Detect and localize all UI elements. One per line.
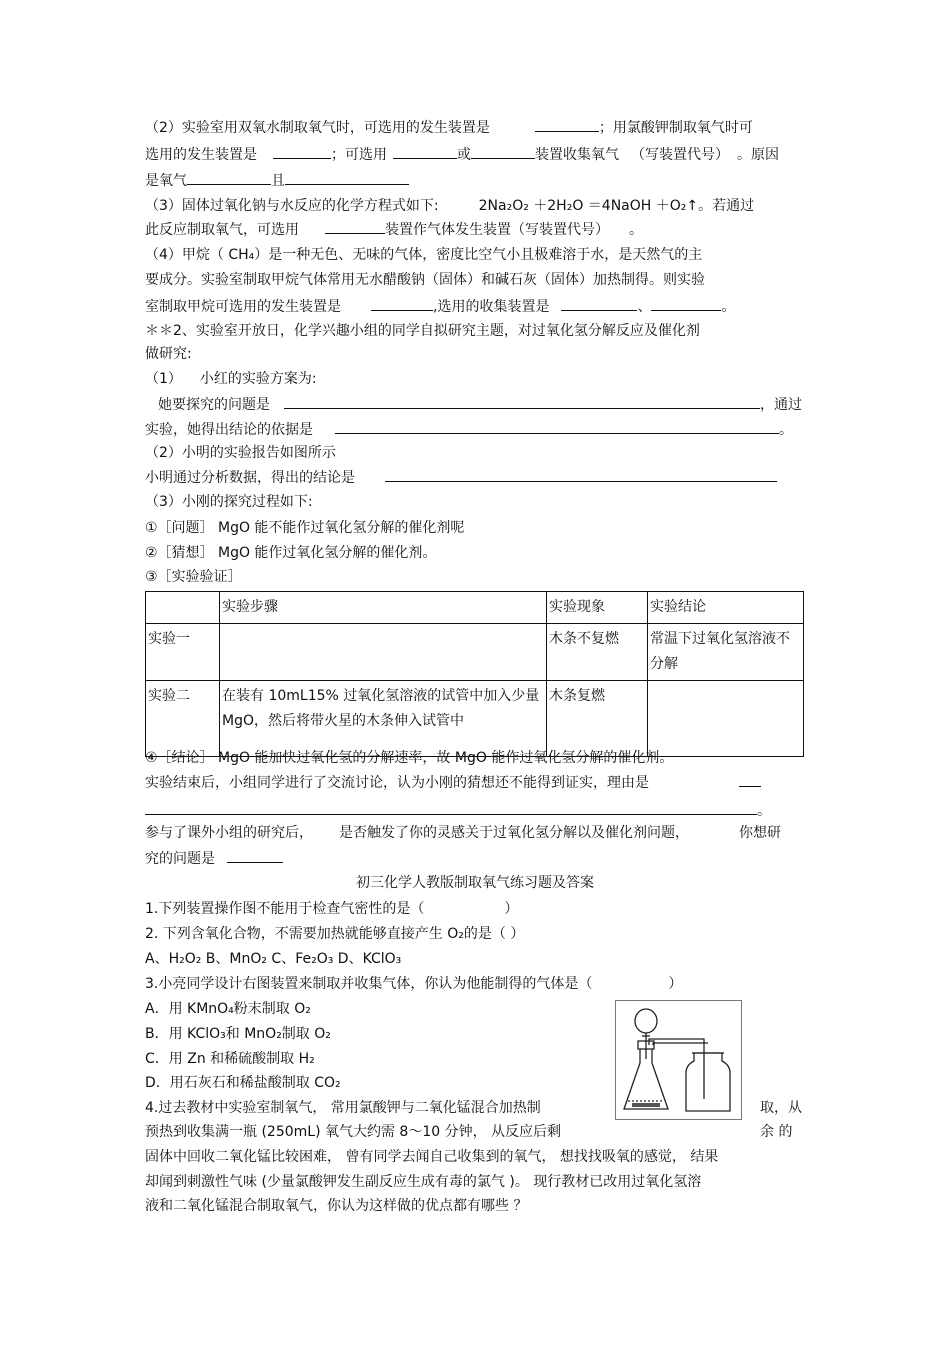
q4-text: 。 xyxy=(721,299,736,315)
table-header-cell xyxy=(146,592,220,624)
q2-text: （写装置代号） xyxy=(631,147,729,163)
ex2-line11: ③［实验验证］ xyxy=(145,569,242,585)
mc-q3-option-b: B．用 KClO₃和 MnO₂制取 O₂ xyxy=(145,1026,331,1042)
q2-text: ；用氯酸钾制取氧气时可 xyxy=(598,120,753,136)
ex2-text: 小红的实验方案为: xyxy=(199,371,317,387)
mc-q4-line1: 4.过去教材中实验室制氧气， 常用氯酸钾与二氧化锰混合加热制 xyxy=(145,1100,541,1116)
answer-blank[interactable] xyxy=(535,117,599,132)
q4-text: ,选用的收集装置是 xyxy=(433,299,550,315)
answer-blank[interactable] xyxy=(227,848,283,863)
q2-text: 。原因 xyxy=(737,147,779,163)
mc-q4-line4: 却闻到刺激性气味 (少量氯酸钾发生副反应生成有毒的氯气 )。 现行教材已改用过氧化氢溶 xyxy=(145,1174,702,1190)
reflection-line2 xyxy=(145,848,283,869)
ex2-line3 xyxy=(145,369,317,389)
ex2-line2: 做研究: xyxy=(145,346,192,362)
discussion-line xyxy=(145,772,761,793)
answer-blank[interactable] xyxy=(651,296,721,311)
table-header-cell: 实验结论 xyxy=(648,592,804,624)
question-text: ） xyxy=(668,976,683,992)
answer-blank[interactable] xyxy=(145,800,757,815)
ex2-text: 实验，她得出结论的依据是 xyxy=(145,422,313,438)
q2-text: 选用的发生装置是 xyxy=(145,147,257,163)
table-cell[interactable] xyxy=(648,681,804,757)
period: 。 xyxy=(757,803,771,819)
mc-q4-line2-end: 余 的 xyxy=(760,1124,793,1140)
answer-blank[interactable] xyxy=(393,144,457,159)
reflection-text: 究的问题是 xyxy=(145,851,215,867)
mc-q1 xyxy=(145,899,518,919)
chemical-equation: 2Na₂O₂ ＋2H₂O ＝4NaOH ＋O₂↑。若通过 xyxy=(478,198,755,214)
q2-text: 且 xyxy=(271,173,285,189)
table-row xyxy=(146,681,804,757)
q2-line1 xyxy=(145,117,753,138)
q3-line1 xyxy=(145,196,754,216)
apparatus-figure xyxy=(615,1000,742,1120)
table-cell: 木条复燃 xyxy=(547,681,648,757)
table-cell[interactable] xyxy=(220,624,547,681)
answer-blank[interactable] xyxy=(739,772,761,787)
q2-line3 xyxy=(145,170,409,191)
q4-line1: （4）甲烷（ CH₄）是一种无色、无味的气体，密度比空气小且极难溶于水，是天然气的主 xyxy=(145,247,703,263)
mc-q4-line3: 固体中回收二氧化锰比较困难， 曾有同学去闻自己收集到的氧气， 想找找吸氧的感觉， 结果 xyxy=(145,1149,719,1165)
table-cell: 实验一 xyxy=(146,624,220,681)
ex2-line8: （3）小刚的探究过程如下: xyxy=(145,494,313,510)
mc-q3-option-d: D．用石灰石和稀盐酸制取 CO₂ xyxy=(145,1075,341,1091)
answer-blank[interactable] xyxy=(335,419,779,434)
q2-text: （2）实验室用双氧水制取氧气时，可选用的发生装置是 xyxy=(145,120,490,136)
reflection-text: 参与了课外小组的研究后， xyxy=(145,825,313,841)
q2-text: 或 xyxy=(457,147,471,163)
question-text: 3.小亮同学设计右图装置来制取并收集气体，你认为他能制得的气体是（ xyxy=(145,976,593,992)
table-header-cell: 实验现象 xyxy=(547,592,648,624)
ex2-line10: ②［猜想］ MgO 能作过氧化氢分解的催化剂。 xyxy=(145,545,437,561)
reflection-text: 是否触发了你的灵感关于过氧化氢分解以及催化剂问题， xyxy=(339,825,689,841)
answer-blank[interactable] xyxy=(285,170,409,185)
conclusion-line: ④［结论］ MgO 能加快过氧化氢的分解速率，故 MgO 能作过氧化氢分解的催化剂。 xyxy=(145,750,674,766)
q4-line2: 要成分。实验室制取甲烷气体常用无水醋酸钠（固体）和碱石灰（固体）加热制得。则实验 xyxy=(145,272,705,288)
reflection-line1 xyxy=(145,823,781,843)
q3-text: （3）固体过氧化钠与水反应的化学方程式如下: xyxy=(145,198,439,214)
ex2-text: 她要探究的问题是 xyxy=(158,397,270,413)
mc-q2: 2. 下列含氧化合物，不需要加热就能够直接产生 O₂的是（ ） xyxy=(145,926,525,942)
q4-text: 室制取甲烷可选用的发生装置是 xyxy=(145,299,341,315)
q3-text: 此反应制取氧气，可选用 xyxy=(145,222,299,238)
mc-q4-line1-end: 取，从 xyxy=(760,1100,802,1116)
q3-text: 。 xyxy=(629,222,643,238)
table-cell: 实验二 xyxy=(146,681,220,757)
mc-q3-option-a: A．用 KMnO₄粉末制取 O₂ xyxy=(145,1001,311,1017)
q3-line2 xyxy=(145,219,643,240)
question-text: ） xyxy=(504,901,519,917)
q4-text: 、 xyxy=(637,299,652,315)
ex2-line4 xyxy=(158,394,802,415)
section-title: 初三化学人教版制取氧气练习题及答案 xyxy=(356,875,594,891)
q2-text: 装置收集氧气 xyxy=(535,147,619,163)
ex2-text: ，通过 xyxy=(760,397,802,413)
ex2-line6: （2）小明的实验报告如图所示 xyxy=(145,445,336,461)
table-row xyxy=(146,624,804,681)
ex2-line9: ①［问题］ MgO 能不能作过氧化氢分解的催化剂呢 xyxy=(145,520,465,536)
answer-blank[interactable] xyxy=(371,296,433,311)
table-cell: 在装有 10mL15% 过氧化氢溶液的试管中加入少量 MgO，然后将带火星的木条伸入试管中 xyxy=(220,681,547,757)
mc-q3 xyxy=(145,974,682,994)
answer-blank[interactable] xyxy=(284,394,760,409)
ex2-text: 小明通过分析数据，得出的结论是 xyxy=(145,470,355,486)
q4-line3 xyxy=(145,296,735,317)
q3-text: 装置作气体发生装置（写装置代号） xyxy=(385,222,609,238)
q2-text: 是氧气 xyxy=(145,173,187,189)
table-header-cell: 实验步骤 xyxy=(220,592,547,624)
reflection-text: 你想研 xyxy=(739,825,781,841)
reason-blank-line xyxy=(145,800,771,821)
answer-blank[interactable] xyxy=(471,144,535,159)
ex2-line1: ＊＊2、实验室开放日，化学兴趣小组的同学自拟研究主题，对过氧化氢分解反应及催化剂 xyxy=(145,323,700,339)
table-header-row xyxy=(146,592,804,624)
answer-blank[interactable] xyxy=(187,170,271,185)
ex2-text: 。 xyxy=(779,422,793,438)
q2-line2 xyxy=(145,144,779,165)
discussion-text: 实验结束后，小组同学进行了交流讨论，认为小刚的猜想还不能得到证实，理由是 xyxy=(145,775,649,791)
ex2-text: （1） xyxy=(145,371,182,387)
ex2-line7 xyxy=(145,467,777,488)
answer-blank[interactable] xyxy=(385,467,777,482)
mc-q4-line2: 预热到收集满一瓶 (250mL) 氧气大约需 8～10 分钟， 从反应后剩 xyxy=(145,1124,562,1140)
q2-text: ；可选用 xyxy=(331,147,387,163)
answer-blank[interactable] xyxy=(561,296,637,311)
answer-blank[interactable] xyxy=(325,219,385,234)
table-cell: 木条不复燃 xyxy=(547,624,648,681)
ex2-line5 xyxy=(145,419,793,440)
experiment-table xyxy=(145,591,804,757)
mc-q2-options: A、H₂O₂ B、MnO₂ C、Fe₂O₃ D、KClO₃ xyxy=(145,951,402,967)
question-text: 1.下列装置操作图不能用于检查气密性的是（ xyxy=(145,901,425,917)
table-cell: 常温下过氧化氢溶液不分解 xyxy=(648,624,804,681)
mc-q3-option-c: C．用 Zn 和稀硫酸制取 H₂ xyxy=(145,1051,315,1067)
mc-q4-line5: 液和二氧化锰混合制取氧气，你认为这样做的优点都有哪些 ？ xyxy=(145,1198,528,1214)
answer-blank[interactable] xyxy=(273,144,331,159)
gas-generation-apparatus-icon xyxy=(616,1001,741,1119)
